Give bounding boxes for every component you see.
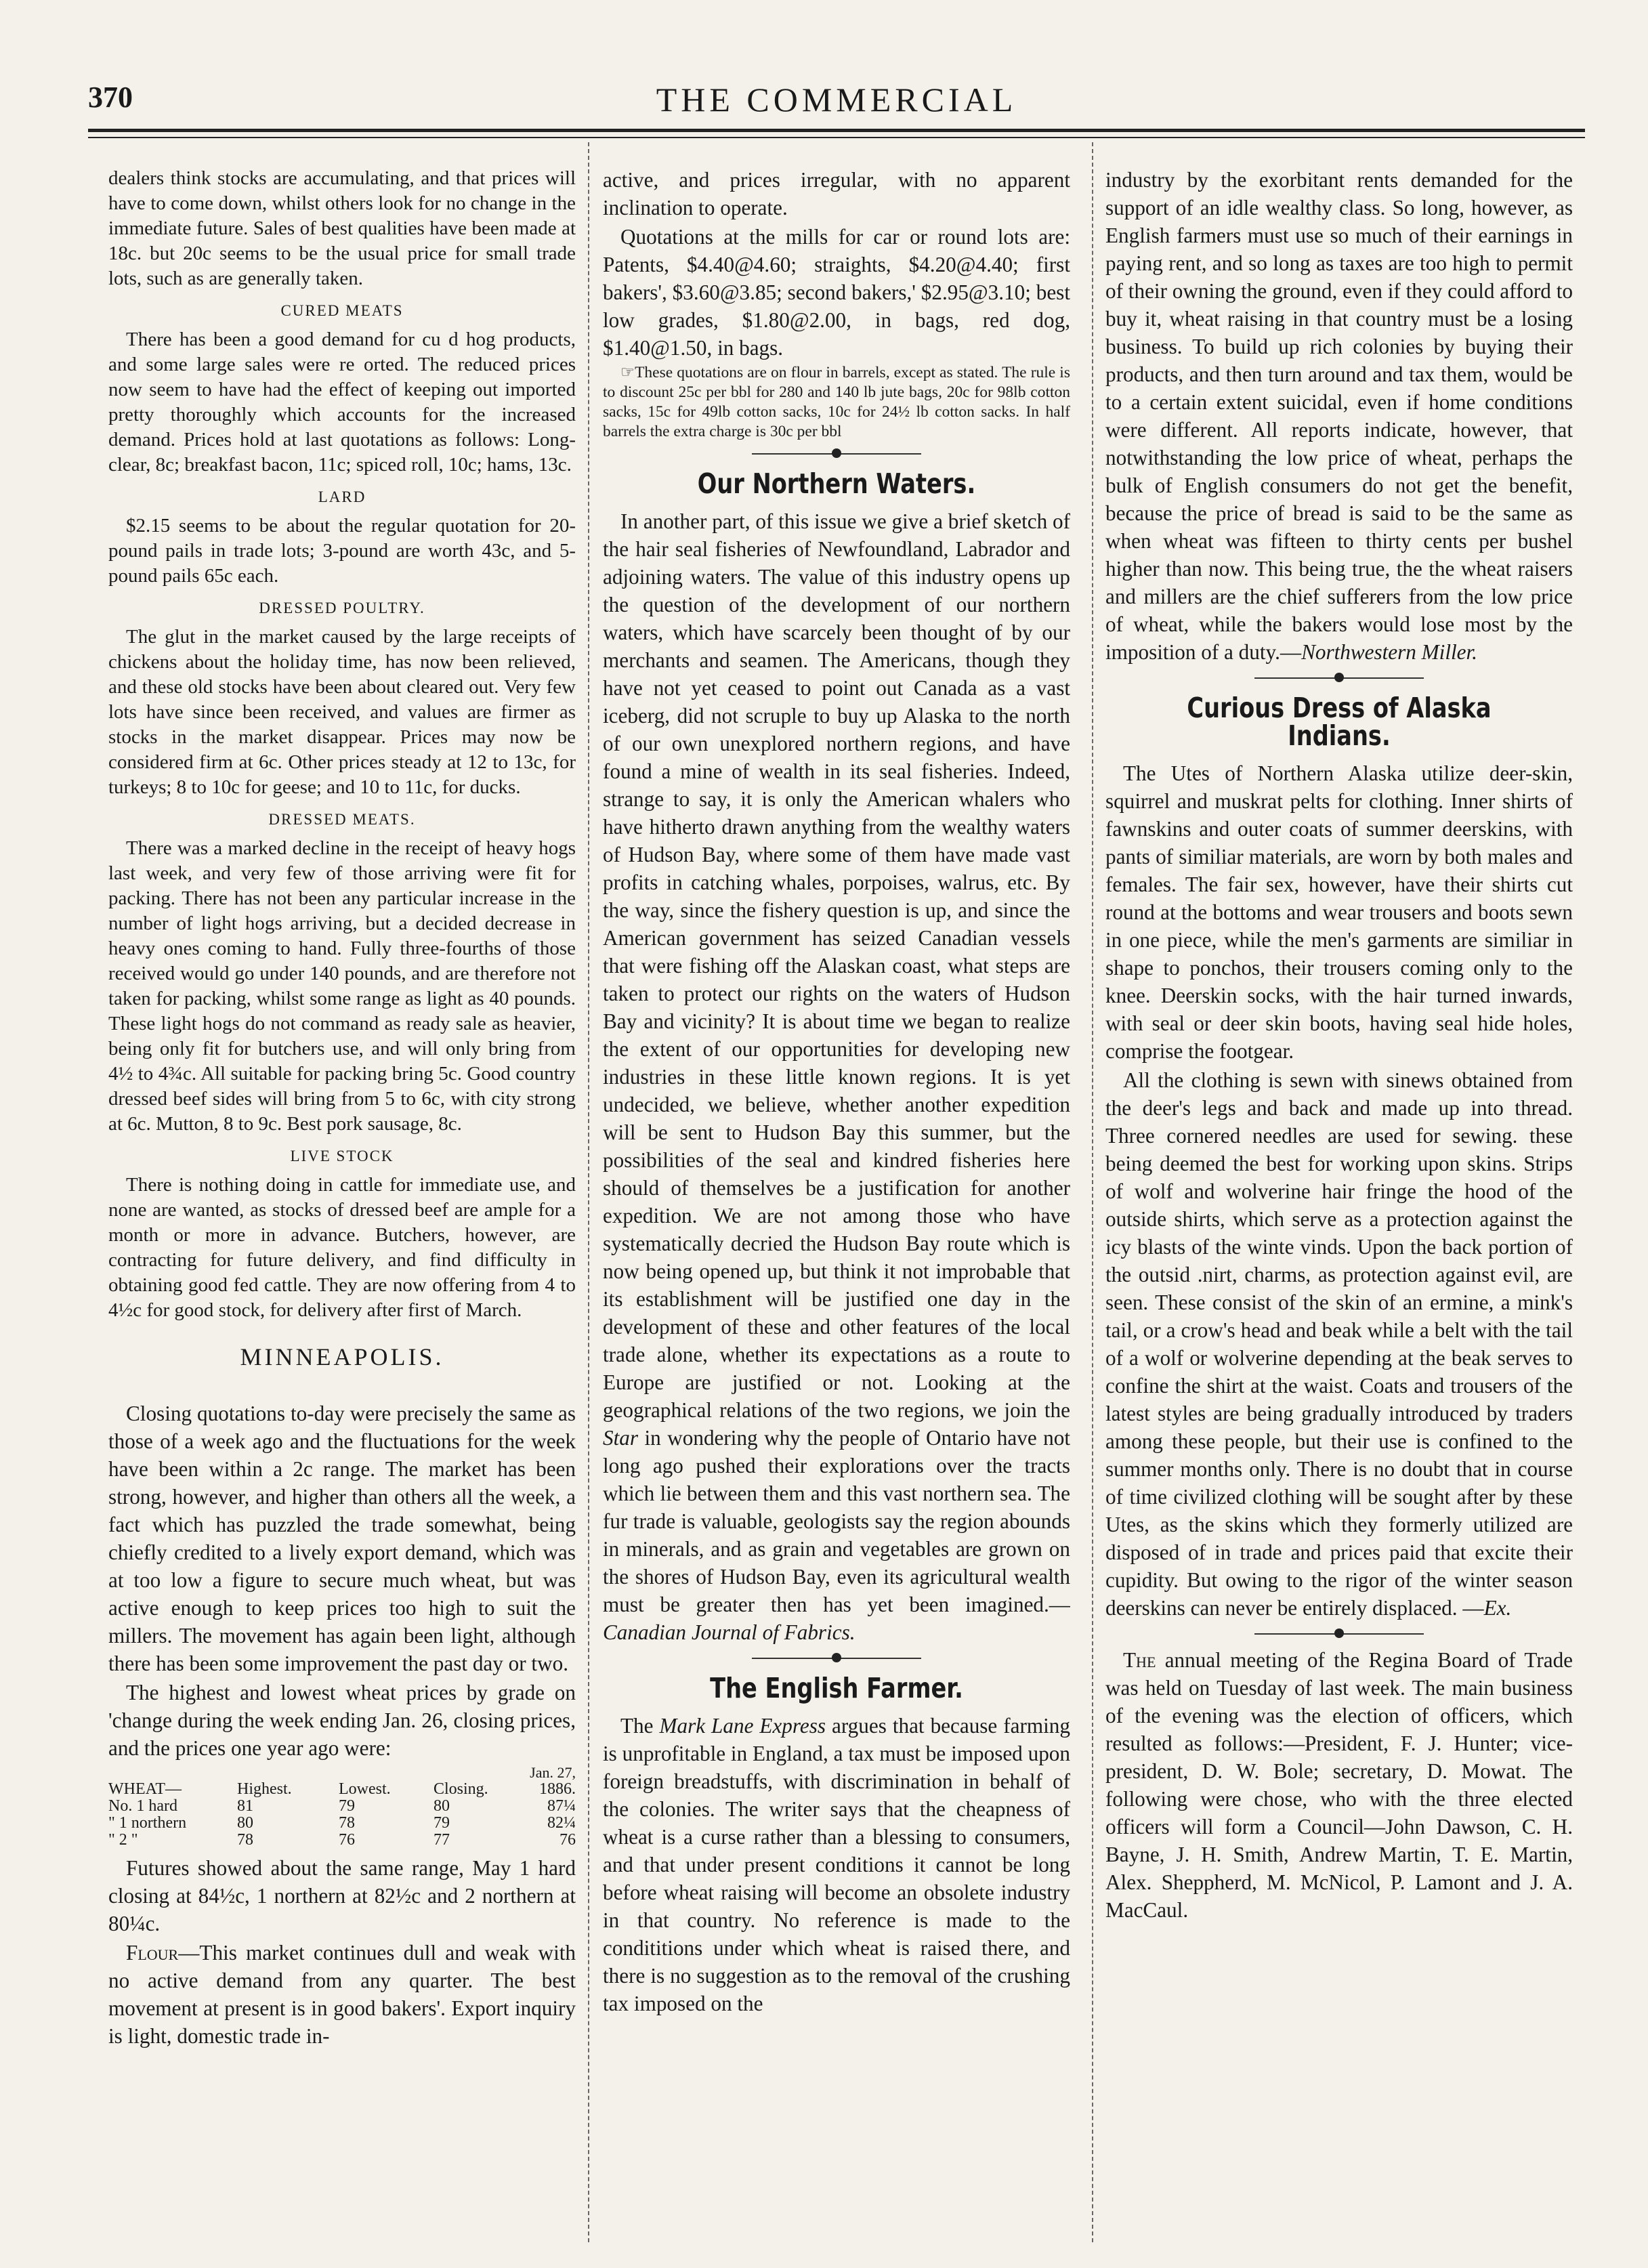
paragraph: The glut in the market caused by the large receipts of chickens about the holiday time, has now been relieved, and these old stocks have been about cleared out. Very few lots have since been received, and values are firmer as stocks in the market disappear. Prices may now be considered firm at 6c. Other prices steady at 12 to 13c, for turkeys; 8 to 10c for geese; and 10 to 11c, for ducks. <box>108 626 576 798</box>
table-cell: 79 <box>339 1797 355 1815</box>
section-subhead: LARD <box>318 488 366 505</box>
section-subhead: DRESSED MEATS. <box>268 811 416 828</box>
column-2 <box>603 166 1070 2239</box>
section-subhead: CURED MEATS <box>280 302 404 319</box>
table-cell: No. 1 hard <box>108 1797 177 1815</box>
paragraph <box>1105 1066 1573 1622</box>
paragraph: Quotations at the mills for car or round lots are: Patents, $4.40@4.60; straights, $4.20@4.40; first bakers', $3.60@3.85; second bakers,' $2.95@3.10; best low grades, $1.80@2.00, in bags, red dog, $1.40@1.50, in bags. <box>603 225 1070 360</box>
article-separator <box>603 446 1070 462</box>
paragraph: Futures showed about the same range, May 1 hard closing at 84½c, 1 northern at 82½c and 2 northern at 80¼c. <box>108 1856 576 1935</box>
table-header: WHEAT— <box>108 1780 182 1798</box>
table-cell: 76 <box>559 1831 576 1849</box>
table-cell: " 2 " <box>108 1831 138 1849</box>
table-cell: 87¼ <box>547 1797 576 1815</box>
table-row <box>108 1798 576 1815</box>
section-heading: MINNEAPOLIS. <box>240 1343 444 1370</box>
table-cell: 80 <box>434 1797 450 1815</box>
run-in-lead: Flour— <box>126 1941 200 1965</box>
paragraph <box>603 507 1070 1646</box>
table-row <box>108 1832 576 1849</box>
paragraph-text: in wondering why the people of Ontario have not long ago pushed their explorations over the tracts which lie between them and this vast northern sea. The fur trade is valuable, geologists say the region abounds in minerals, and as grain and vegetables are grown on the shores of Hudson Bay, even its agricultural wealth must be greater then has yet been imagined.— <box>603 1426 1070 1616</box>
paragraph: Closing quotations to-day were precisely the same as those of a week ago and the fluctuations for the week have been within a 2c range. The market has been strong, however, and higher than others all the week, a fact which has puzzled the trade somewhat, being chiefly credited to a lively export demand, which was at too low a figure to secure much wheat, but was active enough to keep prices too high to suit the millers. The movement has again been light, although there has been some improvement the past day or two. <box>108 1402 576 1675</box>
section-subhead: LIVE STOCK <box>290 1148 394 1164</box>
paragraph-text: industry by the exorbitant rents demanded for the support of an idle wealthy class. So long, however, as English farmers must use so much of their earnings in paying rent, and so long as taxes are too high to permit of their owning the ground, even if they could afford to buy it, wheat raising in that country must be a losing business. To build up rich colonies by buying their products, and then turn around and tax them, would be to a certain extent suicidal, even if home conditions were different. All reports indicate, however, that notwithstanding the low price of wheat, perhaps the bulk of English consumers do not get the benefit, because the price of bread is said to be the same as when wheat was fifteen to thirty cents per bushel higher than now. This being true, the the wheat raisers and millers are the chief sufferers from the low price of wheat, while the bakers would lose most by the imposition of a duty.— <box>1105 168 1573 664</box>
paragraph: There has been a good demand for cu d hog products, and some large sales were re orted. The reduced prices now seem to have had the effect of keeping out imported pretty thoroughly which accounts for the increased demand. Prices hold at last quotations as follows: Long-clear, 8c; breakfast bacon, 11c; spiced roll, 10c; hams, 13c. <box>108 329 576 476</box>
paragraph-text: annual meeting of the Regina Board of Trade was held on Tuesday of last week. The main business of the evening was the election of officers, which resulted as follows:—President, F. J. Hunter; vice-president, D. W. Bole; secretary, D. Mowat. The following were chose, who with the three elected officers will form a Council—John Dawson, C. H. Bayne, J. H. Smith, Andrew Martin, T. E. Martin, Alex. Sheppherd, M. McNicol, P. Lamont and J. A. MacCaul. <box>1105 1648 1573 1922</box>
article-headline: The English Farmer. <box>710 1672 963 1704</box>
table-cell: " 1 northern <box>108 1814 187 1832</box>
column-divider <box>588 142 589 2242</box>
table-header: 1886. <box>539 1780 576 1798</box>
page-number: 370 <box>88 81 133 114</box>
paragraph: The Utes of Northern Alaska utilize deer-skin, squirrel and muskrat pelts for clothing. Inner shirts of fawnskins and outer coats of summer deerskins, with pants of similiar materials, are worn by both males and females. The fair sex, however, have their shirts cut round at the bottoms and wear trousers and boots sewn in one piece, while the men's garments are similiar in shape to ponchos, their trousers coming only to the knee. Deerskin socks, with the hair turned inwards, with seal or deer skin boots, having seal hide holes, comprise the footgear. <box>1105 761 1573 1063</box>
article-headline: Our Northern Waters. <box>697 467 976 500</box>
table-cell: 78 <box>339 1814 355 1832</box>
table-cell: 82¼ <box>547 1814 576 1832</box>
paragraph <box>1105 1646 1573 1924</box>
wheat-price-table <box>108 1765 576 1849</box>
column-1 <box>108 166 576 2239</box>
paragraph: There is nothing doing in cattle for immediate use, and none are wanted, as stocks of dressed beef are ample for a month or more in advance. Butchers, however, are contracting for future delivery, and find difficulty in obtaining good fed cattle. They are now offering from 4 to 4½c for good stock, for delivery after first of March. <box>108 1174 576 1321</box>
paragraph: active, and prices irregular, with no apparent inclination to operate. <box>603 168 1070 219</box>
publication-name: Star <box>603 1426 638 1450</box>
footnote: ☞These quotations are on flour in barrels, except as stated. The rule is to discount 25c per bbl for 280 and 140 lb jute bags, 20c for 98lb cotton sacks, 15c for 49lb cotton sacks, 10c for 24½ lb cotton sacks. In half barrels the extra charge is 30c per bbl <box>603 364 1070 440</box>
source-credit: Canadian Journal of Fabrics. <box>603 1620 855 1644</box>
column-divider <box>1092 142 1093 2242</box>
table-cell: 81 <box>237 1797 253 1815</box>
paragraph: The highest and lowest wheat prices by grade on 'change during the week ending Jan. 26, closing prices, and the prices one year ago were: <box>108 1681 576 1760</box>
table-header: Lowest. <box>339 1780 391 1798</box>
table-cell: 76 <box>339 1831 355 1849</box>
paragraph <box>108 1939 576 2050</box>
source-credit: Ex. <box>1483 1596 1512 1620</box>
article-headline: Curious Dress of Alaska Indians. <box>1187 692 1492 752</box>
masthead <box>88 80 1585 121</box>
paragraph-text: argues that because farming is unprofitable in England, a tax must be imposed upon foreign breadstuffs, with discrimination in behalf of the colonies. The writer says that the cheapness of wheat is a curse rather than a blessing to consumers, and that under present conditions it cannot be long before wheat raising will become an obsolete industry in that country. No reference is made to the condititions under which wheat is raised there, and there is no suggestion as to the removal of the crushing tax imposed on the <box>603 1714 1070 2015</box>
column-3 <box>1105 166 1573 2239</box>
publication-name: Mark Lane Express <box>659 1714 826 1738</box>
publication-title: THE COMMERCIAL <box>656 81 1017 119</box>
table-date: Jan. 27, <box>530 1764 576 1781</box>
paragraph-text: This market continues dull and weak with no active demand from any quarter. The best movement at present is in good bakers'. Export inquiry is light, domestic trade in- <box>108 1941 576 2048</box>
section-subhead: DRESSED POULTRY. <box>259 600 425 616</box>
paragraph: There was a marked decline in the receipt of heavy hogs last week, and very few of those arriving were fit for packing. There has not been any particular increase in the number of light hogs arriving, but a decided decrease in heavy ones coming to hand. Fully three-fourths of those received would go under 140 pounds, and are therefore not taken for packing, whilst some range as light as 40 pounds. These light hogs do not command as ready sale as heavier, being only fit for butchers use, and will only bring from 4½ to 4¾c. All suitable for packing bring 5c. Good country dressed beef sides will bring from 5 to 6c, with city strong at 6c. Mutton, 8 to 9c. Best pork sausage, 8c. <box>108 837 576 1135</box>
table-cell: 79 <box>434 1814 450 1832</box>
table-header: Closing. <box>434 1780 488 1798</box>
table-cell: 77 <box>434 1831 450 1849</box>
header-rule-thin <box>88 137 1585 138</box>
table-header: Highest. <box>237 1780 292 1798</box>
paragraph-text: The <box>620 1714 654 1738</box>
article-separator <box>1105 670 1573 686</box>
paragraph <box>1105 166 1573 666</box>
header-rule <box>88 129 1585 132</box>
article-separator <box>603 1650 1070 1666</box>
paragraph: dealers think stocks are accumulating, and that prices will have to come down, whilst others look for no change in the immediate future. Sales of best qualities have been made at 18c. but 20c seems to be the usual price for small trade lots, such as are generally taken. <box>108 167 576 289</box>
table-row <box>108 1815 576 1832</box>
table-header-row <box>108 1781 576 1798</box>
paragraph: $2.15 seems to be about the regular quotation for 20-pound pails in trade lots; 3-pound are worth 43c, and 5-pound pails 65c each. <box>108 515 576 587</box>
article-separator <box>1105 1626 1573 1642</box>
run-in-lead: The <box>1123 1648 1156 1672</box>
table-cell: 78 <box>237 1831 253 1849</box>
source-credit: Northwestern Miller. <box>1301 640 1477 664</box>
paragraph-text: All the clothing is sewn with sinews obtained from the deer's legs and back and made up into thread. Three cornered needles are used for sewing. these being deemed the best for working upon skins. Strips of wolf and wolverine hair fringe the hood of the outside shirts, which serve as a protection against the icy blasts of the winte vinds. Upon the back portion of the outsid .nirt, charms, as protection against evil, are seen. These consist of the skin of an ermine, a mink's tail, or a crow's head and beak while a belt with the tail of a wolf or wolverine depending at the beak serves to confine the shirt at the waist. Coats and trousers of the latest styles are being gradually introduced by traders among these people, but their use is confined to the summer months only. There is no doubt that in course of time civilized clothing will be sought after by these Utes, as the skins which they formerly utilized are disposed of in trade and prices paid that excite their cupidity. But owing to the rigor of the winter season deerskins can never be entirely displaced. — <box>1105 1068 1573 1620</box>
paragraph-text: In another part, of this issue we give a brief sketch of the hair seal fisheries of Newfoundland, Labrador and adjoining waters. The value of this industry opens up the question of the development of our northern waters, which have scarcely been thought of by our merchants and seamen. The Americans, though they have not yet ceased to point out Canada as a vast iceberg, did not scruple to buy up Alaska to the north of our own unexplored northern regions, and have found a mine of wealth in its seal fisheries. Indeed, strange to say, it is only the American whalers who have hitherto drawn anything from the wealthy waters of Hudson Bay, where some of them have made vast profits in catching whales, porpoises, walrus, etc. By the way, since the fishery question is up, and since the American government has seized Canadian vessels that were fishing off the Alaskan coast, what steps are taken to protect our rights on the waters of Hudson Bay and vicinity? It is about time we began to realize the extent of our opportunities for developing new industries in these little known regions. It is yet undecided, we believe, whether another expedition will be sent to Hudson Bay this summer, but the possibilities of the seal and kindred fisheries here should of themselves be a justification for another expedition. We are not among those who have systematically decried the Hudson Bay route which is now being opened up, but think it not improbable that its establishment will be justified one day in the development of these and other features of the local trade alone, whether its expectations as a route to Europe are justified or not. Looking at the geographical relations of the two regions, we join the <box>603 509 1070 1422</box>
paragraph <box>603 1712 1070 2017</box>
table-cell: 80 <box>237 1814 253 1832</box>
